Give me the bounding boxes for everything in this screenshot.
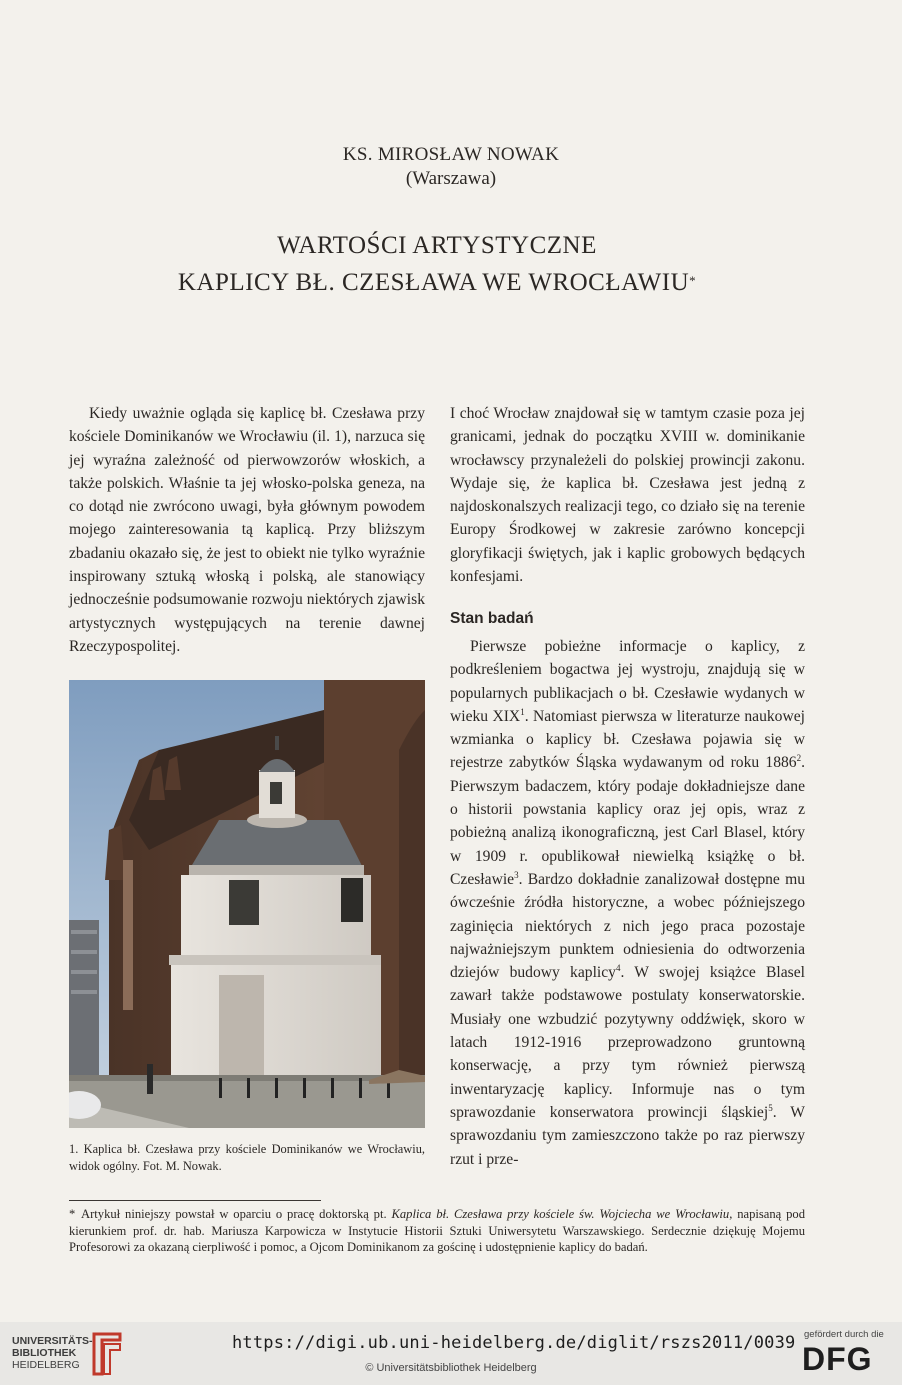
chapel-photo: [69, 680, 425, 1128]
figure-caption: 1. Kaplica bł. Czesława przy kościele Dominikanów we Wrocławiu, widok ogólny. Fot. M. Nowak.: [69, 1142, 425, 1173]
footnote-ref-4: 4: [615, 962, 621, 973]
library-line2: BIBLIOTHEK: [12, 1347, 77, 1359]
footer-bar: [0, 1322, 902, 1385]
title-text: KAPLICY BŁ. CZESŁAWA WE WROCŁAWIU: [177, 269, 690, 296]
text-span: . Natomiast pierwsza w literaturze naukowej wzmianka o kaplicy bł. Czesława pojawia się w rejestrze zabytków Śląska wydawanym od roku 1886: [450, 707, 805, 772]
footnote-ref-5: 5: [768, 1102, 773, 1113]
footnote-ref-1: 1: [520, 706, 525, 717]
text-span: . Bardzo dokładnie zanalizował dostępne mu ówcześnie źródła historyczne, a wobec późniejszego zaginięcia niektórych z nich jego praca pozostaje najważniejszym punktem odniesienia do odtworzenia dziejów budowy kaplicy: [450, 870, 805, 982]
author-name: KS. MIROSŁAW NOWAK: [342, 144, 560, 165]
research-paragraph: [450, 635, 805, 1171]
funded-by-label: gefördert durch die: [804, 1329, 884, 1340]
text-span: . W sprawozdaniu tym zamieszczono także po raz pierwszy rzut i prze-: [450, 1103, 805, 1168]
left-column: [69, 402, 425, 658]
library-line3: HEIDELBERG: [12, 1359, 80, 1371]
footnote-text: Artykuł niniejszy powstał w oparciu o pracę doktorską pt.: [81, 1207, 392, 1221]
intro-paragraph: Kiedy uważnie ogląda się kaplicę bł. Czesława przy kościele Dominikanów we Wrocławiu (il. 1), narzuca się jej wyraźna zależność od pierwowzorów włoskich, a także polskich. Właśnie ta jej włosko-polska geneza, na co dotąd nie zwrócono uwagi, była głównym powodem mojego zainteresowania tą kaplicą. Przy bliższym zbadaniu okazało się, że jest to obiekt nie tylko wyraźnie inspirowany sztuką włoską i polską, ale stanowiący jednocześnie podsumowanie rozwoju niektórych zjawisk artystycznych występujących na terenie dawnej Rzeczypospolitej.: [69, 405, 425, 655]
footnote-italic-title: Kaplica bł. Czesława przy kościele św. Wojciecha we Wrocławiu: [391, 1207, 730, 1221]
text-span: Pierwsze pobieżne informacje o kaplicy, z podkreśleniem bogactwa jej wystroju, znajdują się w popularnych publikacjach o bł. Czesławie wydanych w wieku XIX: [450, 638, 805, 725]
footnote: [69, 1206, 805, 1256]
footnote-ref-2: 2: [796, 753, 802, 764]
right-column-top: [450, 402, 805, 588]
footnote-mark: *: [69, 1207, 76, 1221]
article-title-line2: [0, 268, 874, 298]
title-footnote-mark: *: [689, 273, 697, 288]
article-title-line1: WARTOŚCI ARTYSTYCZNE: [277, 232, 597, 259]
dfg-logo[interactable]: DFG: [802, 1341, 873, 1377]
text-span: . Pierwszym badaczem, który podaje dokładniejsze dane o historii powstania kaplicy oraz jej opis, wraz z pobieżną analizą ikonograficzną, jest Carl Blasel, który w 1909 r. opublikował niewielką książkę o bł. Czesławie: [450, 754, 805, 888]
chapel-photo-illustration: [69, 680, 425, 1128]
footnote-ref-3: 3: [514, 869, 519, 880]
author-place: (Warszawa): [405, 168, 497, 189]
copyright: © Universitätsbibliothek Heidelberg: [365, 1362, 537, 1374]
library-line1: UNIVERSITÄTS-: [12, 1335, 93, 1347]
section-heading: Stan badań: [450, 610, 534, 627]
text-span: . W swojej książce Blasel zawarł także podstawowe postulaty konserwatorskie. Musiały one wzbudzić pozytywny oddźwięk, skoro w latach 1912-1916 przeprowadzono gruntowną konserwację, a przy tym również pierwszą inwentaryzację kaplicy. Informuje nas o tym sprawozdanie konserwatora prowincji śląskiej: [450, 964, 805, 1121]
right-column-research: [450, 635, 805, 1171]
permalink-url[interactable]: https://digi.ub.uni-heidelberg.de/diglit/rszs2011/0039: [232, 1333, 796, 1353]
footnote-divider: [69, 1200, 321, 1201]
continuation-paragraph: I choć Wrocław znajdował się w tamtym czasie poza jej granicami, jednak do początku XVIII w. dominikanie wrocławscy przynależeli do polskiej prowincji zakonu. Wydaje się, że kaplica bł. Czesława jest jedną z najdoskonalszych realizacji tego, co działo się na terenie Europy Środkowej w zakresie zarówno koncepcji gloryfikacji świętych, jak i kaplic grobowych będących konfesjami.: [450, 405, 805, 586]
footnote-text: , napisaną pod kierunkiem prof. dr. hab. Mariusza Karpowicza w Instytucie Historii Sztuki Uniwersytetu Warszawskiego. Serdecznie dziękuję Mojemu Profesorowi za okazaną cierpliwość i pomoc, a Ojcom Dominikanom za gościnę i udostępnienie kaplicy do badań.: [69, 1207, 805, 1254]
